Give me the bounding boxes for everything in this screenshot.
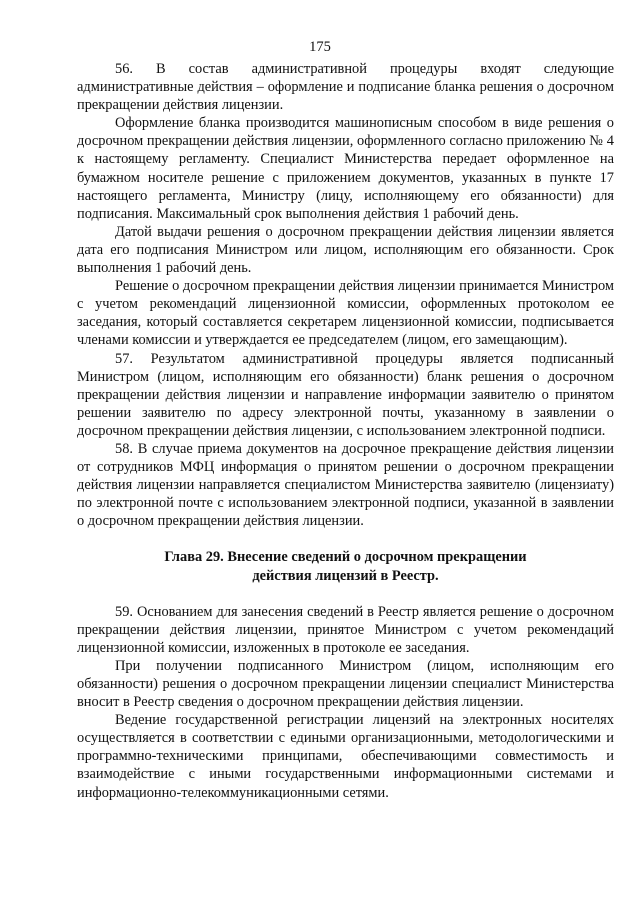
paragraph-59-basis: 59. Основанием для занесения сведений в Реестр является решение о досрочном прекращении действия лицензии, принятое Министром с учетом рекомендаций лицензионной комиссии, изложенных в протоколе ее заседания.: [77, 603, 614, 656]
page-number: 175: [309, 39, 331, 55]
paragraph-decision-basis: Решение о досрочном прекращении действия лицензии принимается Министром с учетом рекомендаций лицензионной комиссии, оформленных протоколом ее заседания, который составляется секретарем лицензионной комиссии, подписывается членами комиссии и утверждается ее председателем (лицом, его замещающим).: [77, 278, 614, 349]
paragraph-issue-date: Датой выдачи решения о досрочном прекращении действия лицензии является дата его подписания Министром или лицом, исполняющим его обязанности. Срок выполнения 1 рабочий день.: [77, 223, 614, 277]
document-body: [77, 60, 614, 802]
chapter-title-line-2: действия лицензий в Реестр.: [252, 567, 439, 584]
chapter-title-line-1: Глава 29. Внесение сведений о досрочном прекращении: [164, 549, 527, 566]
paragraph-58-mfc: 58. В случае приема документов на досрочное прекращение действия лицензии от сотрудников МФЦ информация о принятом решении о досрочном прекращении действия лицензии направляется специалистом Министерства заявителю (лицензиату) по электронной почте с использованием электронной подписи, указанной в заявлении о досрочном прекращении действия лицензии.: [77, 440, 614, 530]
paragraph-registry-entry: При получении подписанного Министром (лицом, исполняющим его обязанности) решения о досрочном прекращении лицензии специалист Министерства вносит в Реестр сведения о досрочном прекращении действия лицензии.: [77, 657, 614, 711]
paragraph-state-registration: Ведение государственной регистрации лицензий на электронных носителях осуществляется в соответствии с едиными организационными, методологическими и программно-техническими принципами, обеспечивающими совместимость и взаимодействие с иными государственными информационными системами и информационно-телекоммуникационными сетями.: [77, 712, 614, 801]
paragraph-56-intro: 56. В состав административной процедуры входят следующие административные действия – оформление и подписание бланка решения о досрочном прекращении действия лицензии.: [77, 61, 614, 114]
chapter-29-title: [77, 548, 614, 584]
paragraph-form-preparation: Оформление бланка производится машинописным способом в виде решения о досрочном прекращении действия лицензии, оформленного согласно приложению № 4 к настоящему регламенту. Специалист Министерства передает оформленное на бумажном носителе решение с приложением документов, указанных в пункте 17 настоящего регламента, Министру (лицу, исполняющему его обязанности) для подписания. Максимальный срок выполнения действия 1 рабочий день.: [77, 115, 614, 222]
paragraph-57-result: 57. Результатом административной процедуры является подписанный Министром (лицом, исполняющим его обязанности) бланк решения о досрочном прекращении действия лицензии и направление информации заявителю о принятом решении заявителю по адресу электронной почты, указанному в заявлении о досрочном прекращении действия лицензии, с использованием электронной подписи.: [77, 350, 614, 439]
